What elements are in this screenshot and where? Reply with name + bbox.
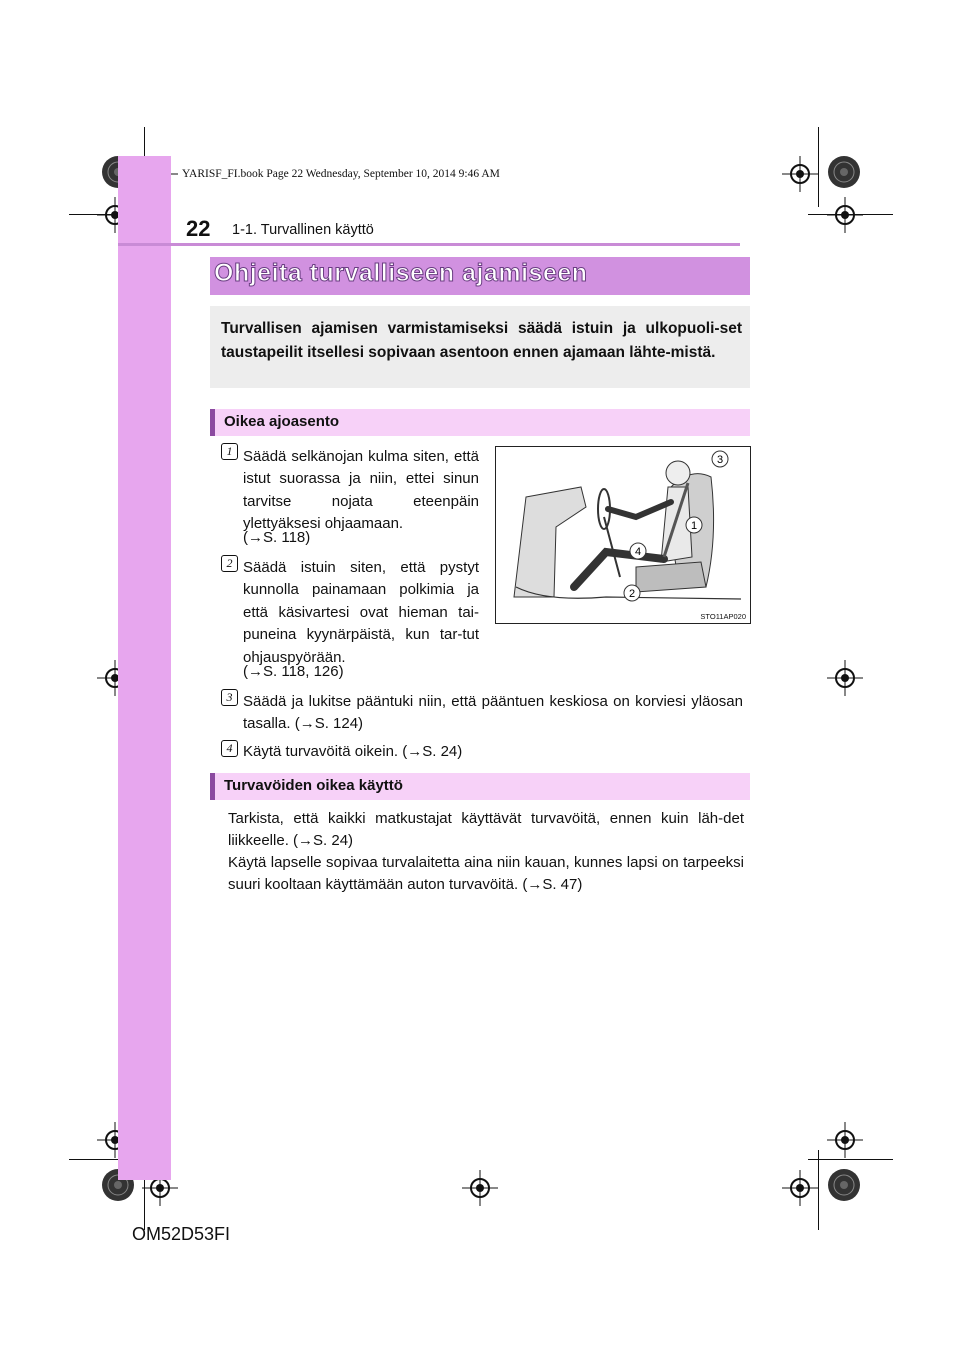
manual-code: OM52D53FI <box>132 1224 231 1244</box>
item-reference: (→S. 118, 126) <box>243 663 344 680</box>
crosshair-target-icon <box>827 660 863 696</box>
item-text: Säädä ja lukitse pääntuki niin, että pääntuen keskiosa on korviesi yläosan tasalla. (→S. 124) <box>243 693 743 733</box>
crosshair-target-icon <box>782 1170 818 1206</box>
book-meta-line: YARISF_FI.book Page 22 Wednesday, September 10, 2014 9:46 AM <box>182 168 500 180</box>
sidebar-tab <box>118 156 171 1180</box>
item-text: Säädä istuin siten, että pystyt kunnolla painamaan polkimia ja että käsivartesi ovat hieman tai-puneina kyynärpäistä, kun tar-tut ohjauspyörään. <box>243 559 479 666</box>
item-reference: (→S. 118) <box>243 529 311 546</box>
section-heading: Oikea ajoasento <box>224 413 340 430</box>
chapter-title: 1-1. Turvallinen käyttö <box>232 222 374 238</box>
crosshair-target-icon <box>827 1122 863 1158</box>
crop-mark <box>808 1159 893 1160</box>
crop-mark <box>818 1150 819 1230</box>
figure-code: STO11AP020 <box>700 612 746 621</box>
section-heading-bar <box>210 773 750 800</box>
item-text: Säädä selkänojan kulma siten, että istut suorassa ja niin, ettei sinun tarvitse nojata eteenpäin ylettyäksesi ohjaamaan. <box>243 448 479 533</box>
registration-sunburst-icon <box>824 152 864 192</box>
figure-callout: 1 <box>690 520 698 532</box>
section-heading-bar <box>210 409 750 436</box>
figure-callout: 4 <box>634 546 642 558</box>
crosshair-target-icon <box>782 156 818 192</box>
section-accent <box>210 773 215 800</box>
section-heading: Turvavöiden oikea käyttö <box>224 777 403 794</box>
crosshair-target-icon <box>462 1170 498 1206</box>
page-number: 22 <box>186 216 211 241</box>
item-text: Käytä turvavöitä oikein. (→S. 24) <box>243 743 463 760</box>
crop-mark <box>818 127 819 207</box>
driver-seat-drawing <box>496 447 750 623</box>
header-rule <box>118 243 740 246</box>
registration-sunburst-icon <box>824 1165 864 1205</box>
body-paragraph: Käytä lapselle sopivaa turvalaitetta aina niin kauan, kunnes lapsi on tarpeeksi suuri kooltaan käyttämään auton turvavöitä. (→S. 47) <box>228 854 744 894</box>
driving-position-illustration <box>495 446 751 624</box>
intro-text: Turvallisen ajamisen varmistamiseksi säädä istuin ja ulkopuoli-set taustapeilit itsellesi sopivaan asentoon ennen ajamaan lähte-mistä. <box>221 320 742 361</box>
item-number: 2 <box>221 555 238 572</box>
page-title: Ohjeita turvalliseen ajamiseen <box>214 259 588 287</box>
item-number: 3 <box>221 689 238 706</box>
body-paragraph: Tarkista, että kaikki matkustajat käyttävät turvavöitä, ennen kuin läh-det liikkeelle. (→S. 24) <box>228 810 744 850</box>
section-accent <box>210 409 215 436</box>
item-number: 1 <box>221 443 238 460</box>
item-number: 4 <box>221 740 238 757</box>
figure-callout: 3 <box>716 454 724 466</box>
crosshair-target-icon <box>827 197 863 233</box>
figure-callout: 2 <box>628 588 636 600</box>
